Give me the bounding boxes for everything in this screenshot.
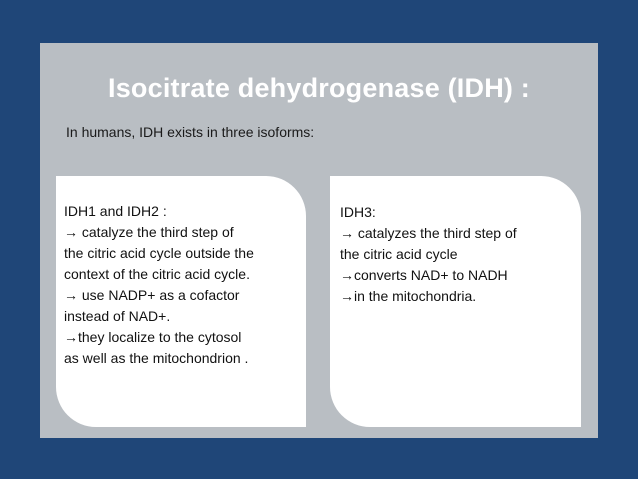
slide-panel — [40, 43, 598, 438]
card-line: instead of NAD+. — [64, 308, 171, 324]
card-line: IDH3: — [340, 204, 376, 220]
idh1-idh2-card — [56, 176, 306, 427]
card-line: → catalyzes the third step of — [340, 225, 517, 241]
card-line: the citric acid cycle outside the — [64, 245, 254, 261]
card-line: as well as the mitochondrion . — [64, 350, 249, 366]
card-line: → catalyze the third step of — [64, 224, 234, 240]
card-line: → use NADP+ as a cofactor — [64, 287, 240, 303]
slide-title: Isocitrate dehydrogenase (IDH) : — [108, 73, 530, 103]
card-line: →in the mitochondria. — [340, 288, 477, 304]
card-line: →they localize to the cytosol — [64, 329, 242, 345]
intro-text: In humans, IDH exists in three isoforms: — [66, 124, 315, 140]
card-line: IDH1 and IDH2 : — [64, 203, 167, 219]
card-line: context of the citric acid cycle. — [64, 266, 250, 282]
idh3-card — [330, 176, 581, 427]
card-line: the citric acid cycle — [340, 246, 458, 262]
card-line: →converts NAD+ to NADH — [340, 267, 508, 283]
